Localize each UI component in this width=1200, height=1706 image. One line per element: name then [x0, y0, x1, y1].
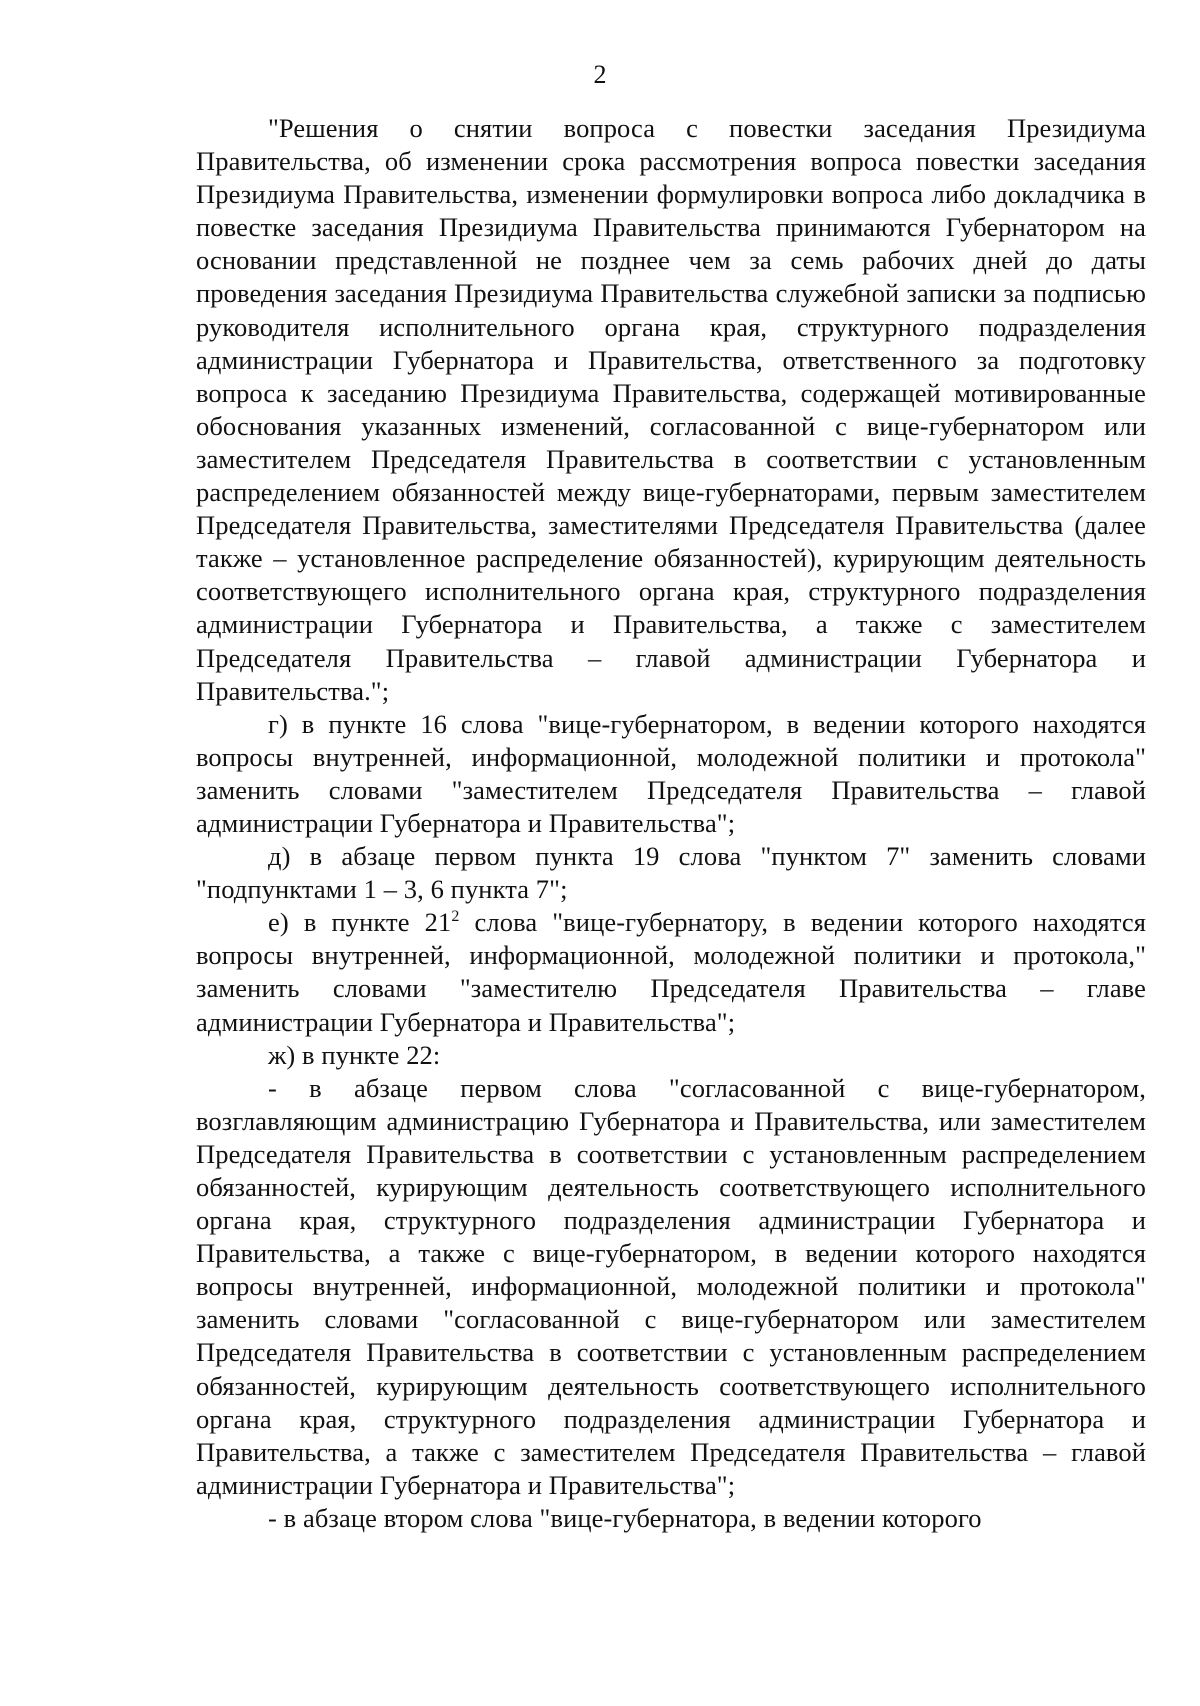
paragraph-item-g: г) в пункте 16 слова "вице-губернатором, в ведении которого находятся вопросы внутренней, информационной, молодежной политики и протокола" заменить словами "заместителем Председателя Правительства – главой администрации Губернатора и Правительства";	[196, 708, 1146, 838]
dash-item-first-abzac: - в абзаце первом слова "согласованной с вице-губернатором, возглавляющим администрацию Губернатора и Правительства, или заместителем Председателя Правительства в соответствии с установленным распределением обязанностей, курирующим деятельность соответствующего исполнительного органа края, структурного подразделения администрации Губернатора и Правительства, а также с вице-губернатором, в ведении которого находятся вопросы внутренней, информационной, молодежной политики и протокола" заменить словами "согласованной с вице-губернатором или заместителем Председателя Правительства в соответствии с установленным распределением обязанностей, курирующим деятельность соответствующего исполнительного органа края, структурного подразделения администрации Губернатора и Правительства, а также с заместителем Председателя Правительства – главой администрации Губернатора и Правительства";	[196, 1072, 1146, 1500]
paragraph-item-e-superscript: 2	[451, 908, 460, 926]
paragraph-item-e-start: е) в пункте 21	[268, 907, 452, 938]
dash-item-second-abzac: - в абзаце втором слова "вице-губернатора, в ведении которого	[268, 1502, 982, 1533]
page-number: 2	[593, 60, 607, 89]
paragraph-item-e-rest: слова "вице-губернатору, в ведении которого находятся вопросы внутренней, информационной, молодежной политики и протокола," заменить словами "заместителю Председателя Правительства – главе администрации Губернатора и Правительства";	[196, 907, 1147, 1037]
quoted-paragraph-decisions: "Решения о снятии вопроса с повестки заседания Президиума Правительства, об изменении срока рассмотрения вопроса повестки заседания Президиума Правительства, изменении формулировки вопроса либо докладчика в повестке заседания Президиума Правительства принимаются Губернатором на основании представленной не позднее чем за семь рабочих дней до даты проведения заседания Президиума Правительства служебной записки за подписью руководителя исполнительного органа края, структурного подразделения администрации Губернатора и Правительства, ответственного за подготовку вопроса к заседанию Президиума Правительства, содержащей мотивированные обоснования указанных изменений, согласованной с вице-губернатором или заместителем Председателя Правительства в соответствии с установленным распределением обязанностей между вице-губернаторами, первым заместителем Председателя Правительства, заместителями Председателя Правительства (далее также – установленное распределение обязанностей), курирующим деятельность соответствующего исполнительного органа края, структурного подразделения администрации Губернатора и Правительства, а также с заместителем Председателя Правительства – главой администрации Губернатора и Правительства.";	[196, 113, 1146, 706]
paragraph-item-d: д) в абзаце первом пункта 19 слова "пунктом 7" заменить словами "подпунктами 1 – 3, 6 пункта 7";	[196, 841, 1146, 905]
paragraph-item-e	[196, 906, 1146, 1038]
paragraph-item-zh: ж) в пункте 22:	[268, 1039, 441, 1070]
document-body	[196, 112, 1146, 1535]
